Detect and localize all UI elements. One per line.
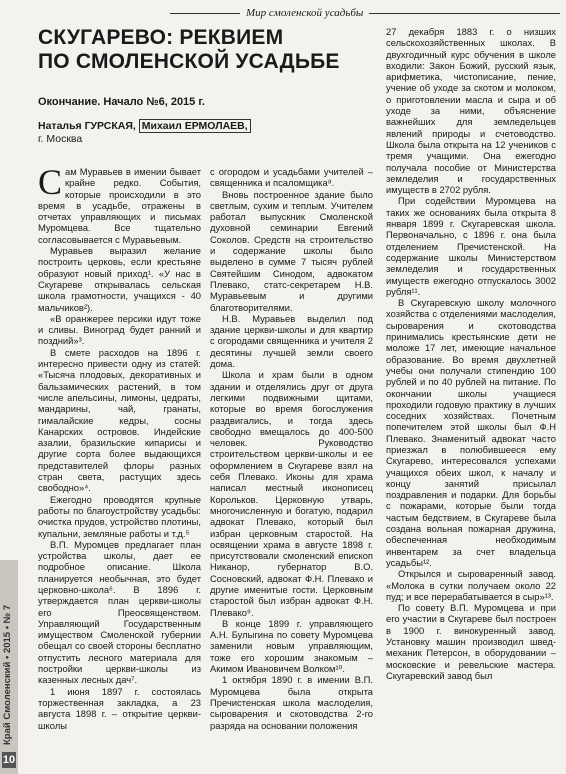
- paragraph: При содействии Муромцева на таких же основаниях была открыта 8 января 1899 г. Скугаревская школа. Первоначально, с 1896 г. она была отделением Пречистенской. На содержание школы Министерством земледелия и государственных имуществ ежегодно отпускалось 3002 рубля¹¹.: [386, 195, 556, 297]
- paragraph: В Скугаревскую школу молочного хозяйства с отделениями маслоделия, сыроварения и скотоводства принимались крестьянские дети не моложе 17 лет, имеющие начальное образование. Во время двухлетней учебы они получали стипендию 100 рублей и по 40 рублей на питание. По окончании школы учащиеся проходили годовую практику в лучших соседних хозяйствах. Почетным попечителем этой школы был Ф.Н Плевако. Знаменитый адвокат часто приезжал в полюбившееся ему Скугарево, интересовался успехами учащихся обеих школ, к началу и концу занятий присылал поздравления и подарки. Для борьбы с пожарами, которые были тогда частым бедствием, в Скугареве была создана вольная пожарная дружина, обеспеченная необходимым инвентарем за счет владельца усадьбы¹².: [386, 297, 556, 568]
- title-line-2: ПО СМОЛЕНСКОЙ УСАДЬБЕ: [38, 50, 340, 73]
- paragraph: Сам Муравьев в имении бывает крайне редко. События, которые происходили в это время в усадьбе, отражены в отчетах управляющих и письмах Муромцева. Все тщательно согласовывается с Муравьевым.: [38, 162, 201, 245]
- paragraph: По совету В.П. Муромцева и при его участии в Скугареве был построен в 1900 г. винокуренный завод. Установку машин производил швед-механик Петерсон, в оборудовании – московские и ревельские мастера. Скугаревский завод был: [386, 602, 556, 681]
- author-city: г. Москва: [38, 133, 83, 145]
- paragraph: Н.В. Муравьев выделил под здание церкви-школы и для квартир с огородами священника и учителя 2 десятины лучшей земли своего дома.: [210, 312, 373, 370]
- article-subtitle: Окончание. Начало №6, 2015 г.: [38, 96, 205, 108]
- column-3: [386, 26, 556, 681]
- paragraph: В смете расходов на 1896 г. интересно привести одну из статей: «Тысяча плодовых, декоративных и бальзамических растений, в том числе апельсины, лимоны, цедраты, мандарины, чай, гранаты, гималайские кедры, сосны Канарских островов. Индейские азалии, бразильские кипарисы и другие сорта более выдающихся представителей флоры разных стран света, растущих здесь свободно»⁴.: [38, 346, 201, 494]
- drop-cap: С: [38, 162, 63, 202]
- paragraph: с огородом и усадьбами учителей – священника и псаломщика⁸.: [210, 166, 373, 189]
- paragraph: 1 октября 1890 г. в имении В.П. Муромцева была открыта Пречистенская школа маслоделия, сыроварения и скотоводства 2-го разряда на основании положения: [210, 674, 373, 731]
- paragraph: «В оранжерее персики идут тоже и сливы. Виноград будет ранний и поздний»³.: [38, 312, 201, 347]
- paragraph: Ежегодно проводятся крупные работы по благоустройству усадьбы: очистка прудов, устройство плотины, купальни, земляные работы и т.д.⁵: [38, 493, 201, 539]
- author-2: Михаил ЕРМОЛАЕВ,: [139, 119, 251, 133]
- paragraph: Муравьев выразил желание построить церковь, если крестьяне образуют новый приход¹. «У нас в Скугареве открывалась сельская школа грамотности, учащихся - 40 мальчиков²).: [38, 245, 201, 313]
- running-header: [170, 6, 560, 20]
- paragraph: 1 июня 1897 г. состоялась торжественная закладка, а 23 августа 1898 г. – открытие церкви-школы: [38, 685, 201, 731]
- paragraph: В конце 1899 г. управляющего А.Н. Булыгина по совету Муромцева заменили новым управляющим, тоже его хорошим знакомым – Акимом Ивановичем Волком¹⁰.: [210, 617, 373, 675]
- header-rule-right: [369, 13, 560, 14]
- paragraph: Школа и храм были в одном здании и отделялись друг от друга легкими подвижными щитами, которые во время богослужения раздвигались, и тогда здесь свободно вмещалось до 400-500 человек. Руководство строительством церкви-школы и ее оформлением в Скугареве взял на себя Плевако. Иконы для храма написал местный иконописец Корольков. Церковную утварь, многочисленную и богатую, подарил адвокат Плевако, который был избран церковным старостой. На освящении храма в августе 1898 г. присутствовали смоленский епископ Никанор, губернатор В.О. Сосновский, адвокат Ф.Н. Плевако и другие именитые гости. Церковным старостой был избран адвокат Ф.Н. Плевако⁹.: [210, 369, 373, 618]
- author-1: Наталья ГУРСКАЯ,: [38, 120, 136, 132]
- section-title: Мир смоленской усадьбы: [246, 7, 364, 19]
- page-number: 10: [2, 754, 16, 766]
- column-2: [210, 26, 373, 731]
- magazine-issue: Край Смоленский • 2015 • № 7: [2, 604, 13, 745]
- title-line-1: СКУГАРЕВО: РЕКВИЕМ: [38, 26, 284, 49]
- paragraph: Вновь построенное здание было светлым, сухим и теплым. Учителем работал выпускник Смоленской духовной семинарии Евгений Соколов. Средств на строительство и содержание школы было выделено в сумме 7 тысяч рублей Святейшим Синодом, адвокатом Плевако, статс-секретарем Н.В. Муравьевым и другими благотворителями.: [210, 188, 373, 313]
- column-1: [38, 162, 201, 731]
- header-rule-left: [170, 13, 240, 14]
- paragraph: Открылся и сыроваренный завод. «Молока в сутки получаем около 22 пуд; и все перерабатывается в сыр»¹³.: [386, 568, 556, 602]
- paragraph: В.П. Муромцев предлагает план устройства школы, дает ее подробное описание. Школа планируется необычная, это будет церковно-школа⁶. В 1896 г. утверждается план церкви-школы его Преосвященством. Управляющий Государственным имуществом Смоленской губернии обещал со своей стороны бесплатно отпустить лесного материала для постройки церкви-школы из казенных лесных дач⁷.: [38, 538, 201, 686]
- paragraph: 27 декабря 1883 г. о низших сельскохозяйственных школах. В двухгодичный курс обучения в школе входили: Закон Божий, русский язык, арифметика, чистописание, пение, учение об уходе за скотом и молоком, о приготовлении масла и сыра и об уходе за ними, объяснение важнейших для земледельцев явлений природы и счетоводство. Школа была открыта на 12 учеников с тремя учащими. Она ежегодно получала пособие от Министерства земледелия и государственных имуществ в 2702 рубля.: [386, 26, 556, 196]
